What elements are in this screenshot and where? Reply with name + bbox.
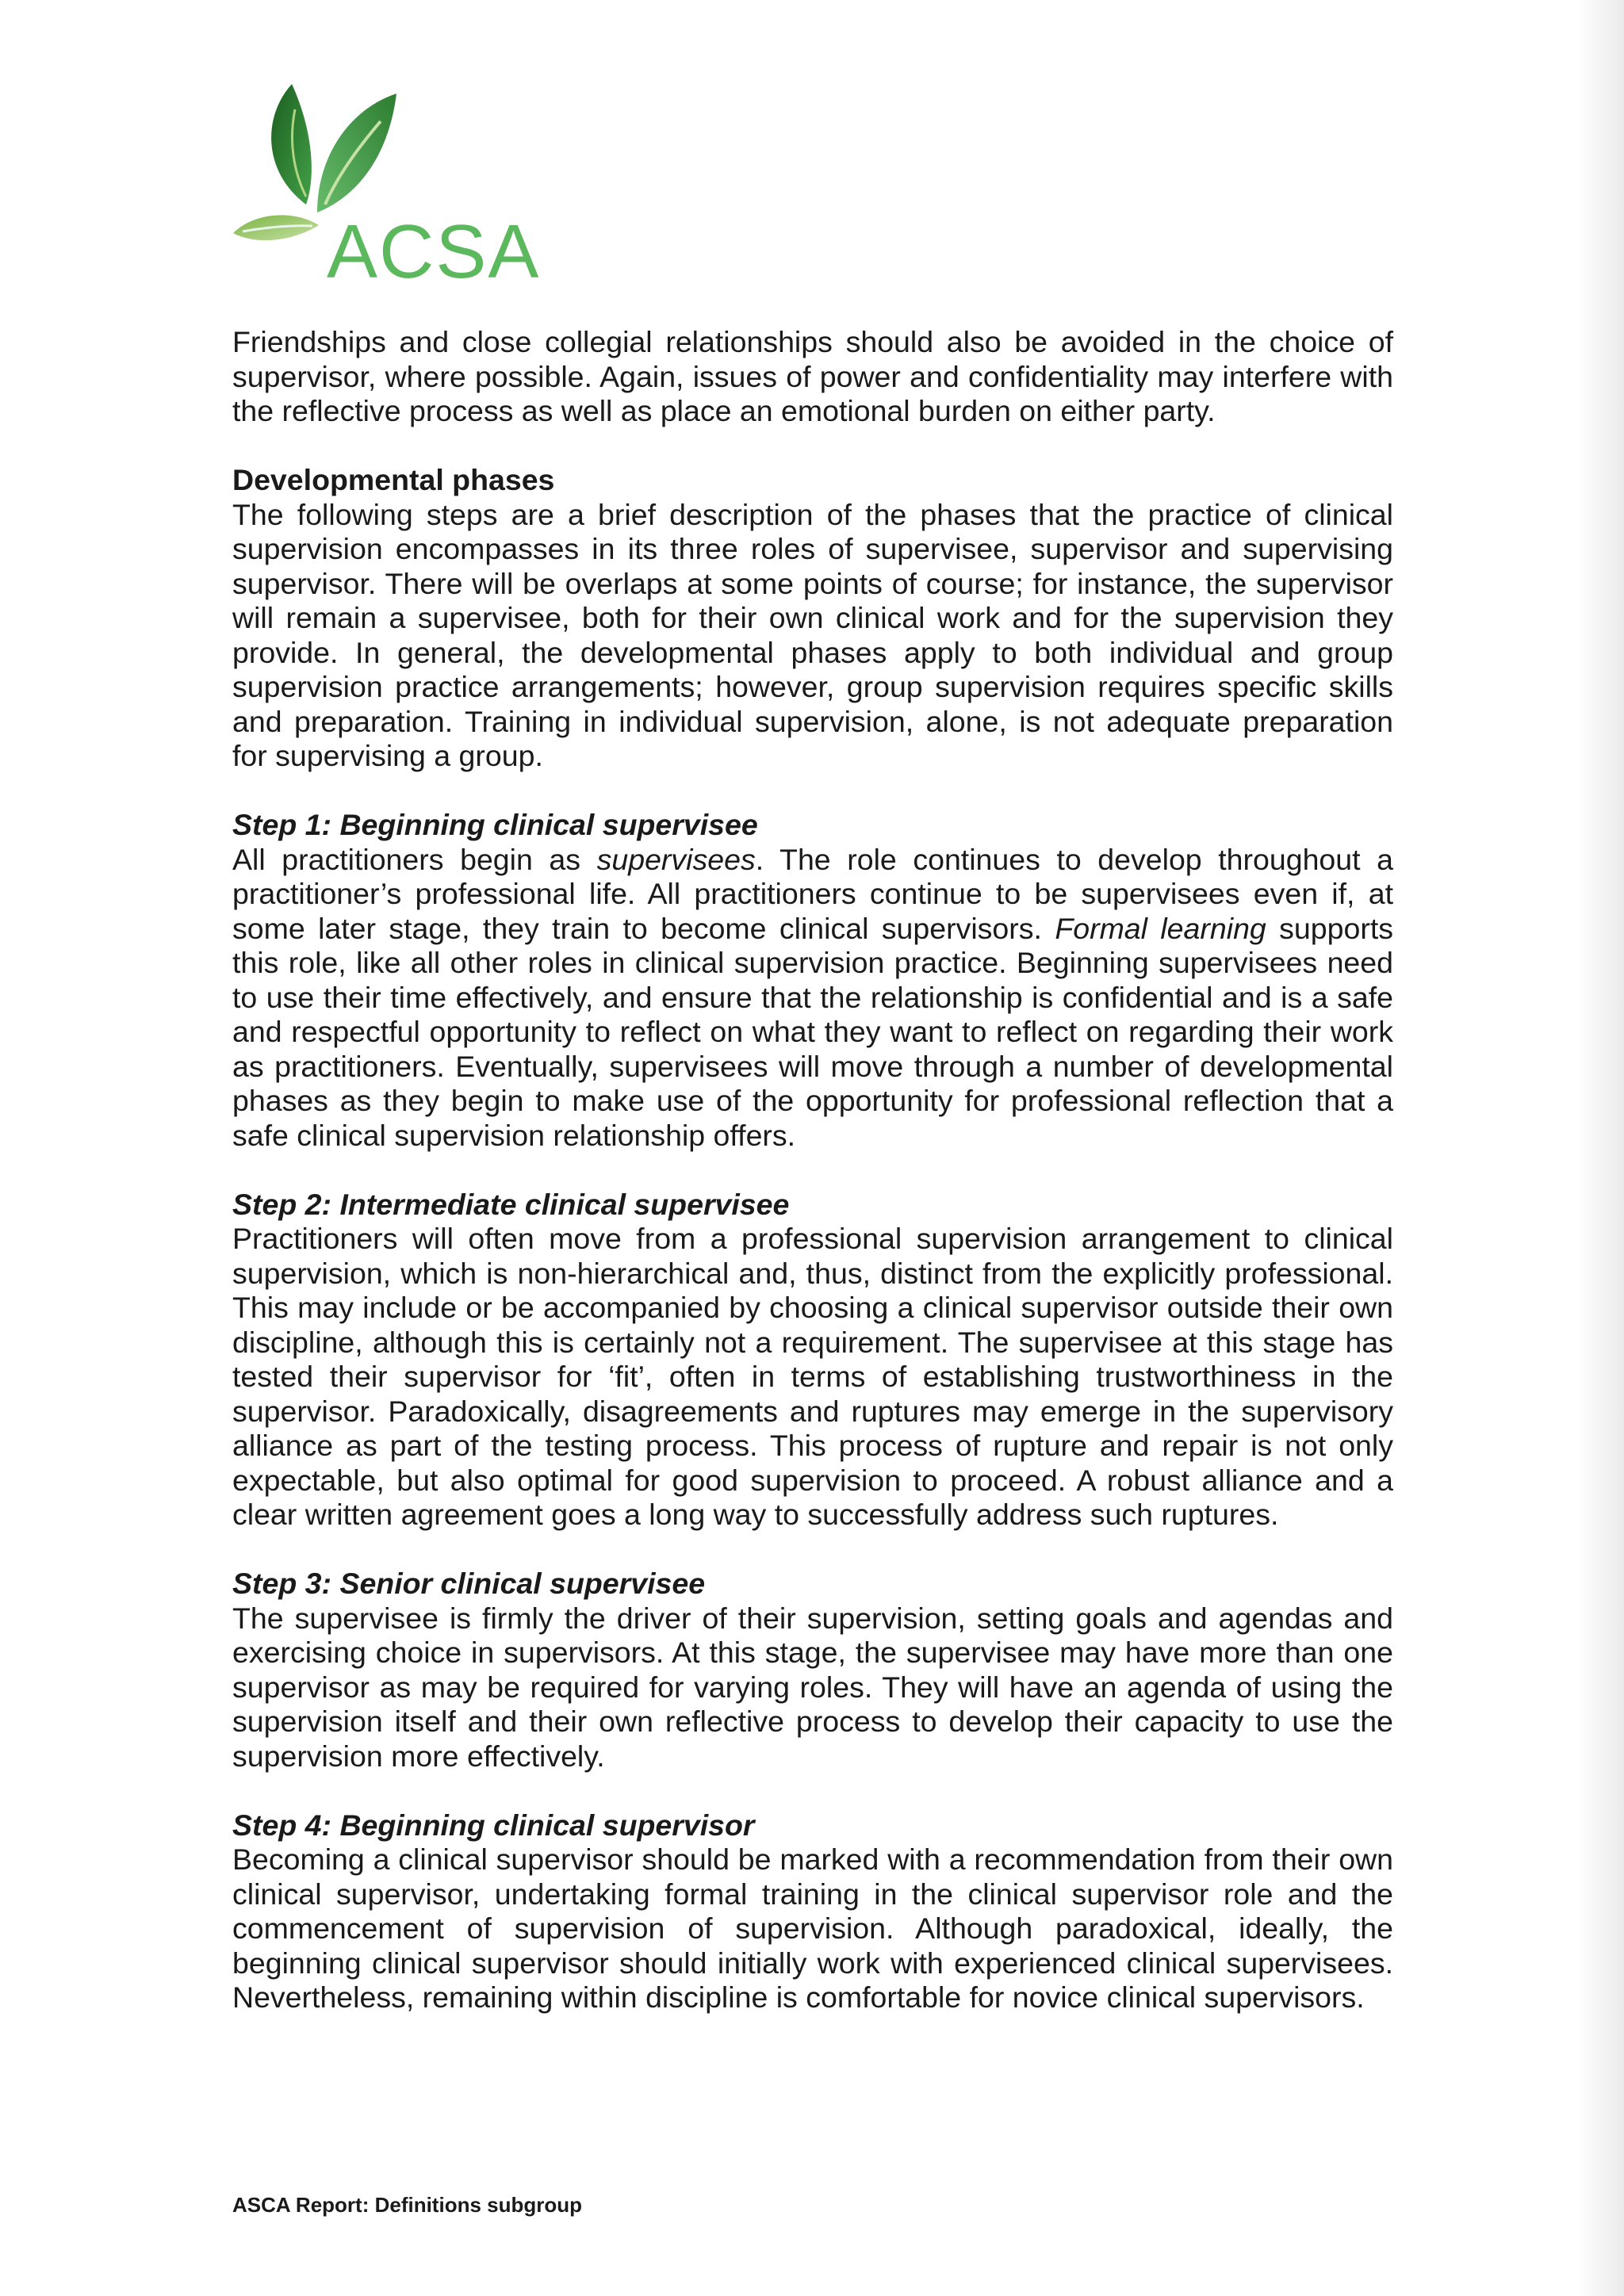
step-1-text-c: supports this role, like all other roles in clinical supervision practice. Beginning supervisees need to use their time effectively, and ensure that the relationship is confidential and is a safe and respectful opportunity to reflect on what they want to reflect on regarding their work as practitioners. Eventually, supervisees will move through a number of developmental phases as they begin to make use of the opportunity for professional reflection that a safe clinical supervision relationship offers. bbox=[232, 911, 1393, 1152]
step-4-heading: Step 4: Beginning clinical supervisor bbox=[232, 1808, 755, 1842]
step-1-text-a: All practitioners begin as bbox=[232, 842, 597, 876]
intro-paragraph: Friendships and close collegial relationships should also be avoided in the choice of supervisor, where possible. Again, issues of power and confidentiality may interfere with the reflective process as well as place an emotional burden on either party. bbox=[232, 325, 1393, 427]
step-1-paragraph bbox=[232, 843, 1393, 1154]
acsa-logo bbox=[230, 78, 563, 285]
acsa-logo-graphic bbox=[230, 78, 563, 285]
document-body bbox=[232, 325, 1393, 2015]
step-2-heading: Step 2: Intermediate clinical supervisee bbox=[232, 1187, 790, 1221]
page-footer: ASCA Report: Definitions subgroup bbox=[232, 2193, 583, 2217]
svg-text:ACSA: ACSA bbox=[327, 209, 541, 285]
step-1-emphasis-supervisees: supervisees bbox=[596, 842, 756, 876]
step-3-paragraph: The supervisee is firmly the driver of their supervision, setting goals and agendas and exercising choice in supervisors. At this stage, the supervisee may have more than one supervisor as may be required for varying roles. They will have an agenda of using the supervision itself and their own reflective process to develop their capacity to use the supervision more effectively. bbox=[232, 1601, 1393, 1773]
step-4-paragraph: Becoming a clinical supervisor should be marked with a recommendation from their own clinical supervisor, undertaking formal training in the clinical supervisor role and the commencement of supervision of supervision. Although paradoxical, ideally, the beginning clinical supervisor should initially work with experienced clinical supervisees. Nevertheless, remaining within discipline is comfortable for novice clinical supervisors. bbox=[232, 1843, 1393, 2014]
step-3-heading: Step 3: Senior clinical supervisee bbox=[232, 1567, 706, 1600]
step-1-text-b: . The role continues to develop throughout a practitioner’s professional life. All practitioners continue to be supervisees even if, at some later stage, they train to become clinical supervisors. bbox=[232, 842, 1393, 945]
page-edge-shadow bbox=[1576, 0, 1624, 2296]
developmental-phases-paragraph: The following steps are a brief description of the phases that the practice of clinical supervision encompasses in its three roles of supervisee, supervisor and supervising supervisor. There will be overlaps at some points of course; for instance, the supervisor will remain a supervisee, both for their own clinical work and for the supervision they provide. In general, the developmental phases apply to both individual and group supervision practice arrangements; however, group supervision requires specific skills and preparation. Training in individual supervision, alone, is not adequate preparation for supervising a group. bbox=[232, 497, 1393, 772]
developmental-phases-heading: Developmental phases bbox=[232, 463, 555, 496]
step-2-paragraph: Practitioners will often move from a professional supervision arrangement to clinical supervision, which is non-hierarchical and, thus, distinct from the explicitly professional. This may include or be accompanied by choosing a clinical supervisor outside their own discipline, although this is certainly not a requirement. The supervisee at this stage has tested their supervisor for ‘fit’, often in terms of establishing trustworthiness in the supervisor. Paradoxically, disagreements and ruptures may emerge in the supervisory alliance as part of the testing process. This process of rupture and repair is not only expectable, but also optimal for good supervision to proceed. A robust alliance and a clear written agreement goes a long way to successfully address such ruptures. bbox=[232, 1222, 1393, 1531]
step-1-emphasis-formal-learning: Formal learning bbox=[1055, 911, 1266, 945]
step-1-heading: Step 1: Beginning clinical supervisee bbox=[232, 808, 758, 841]
